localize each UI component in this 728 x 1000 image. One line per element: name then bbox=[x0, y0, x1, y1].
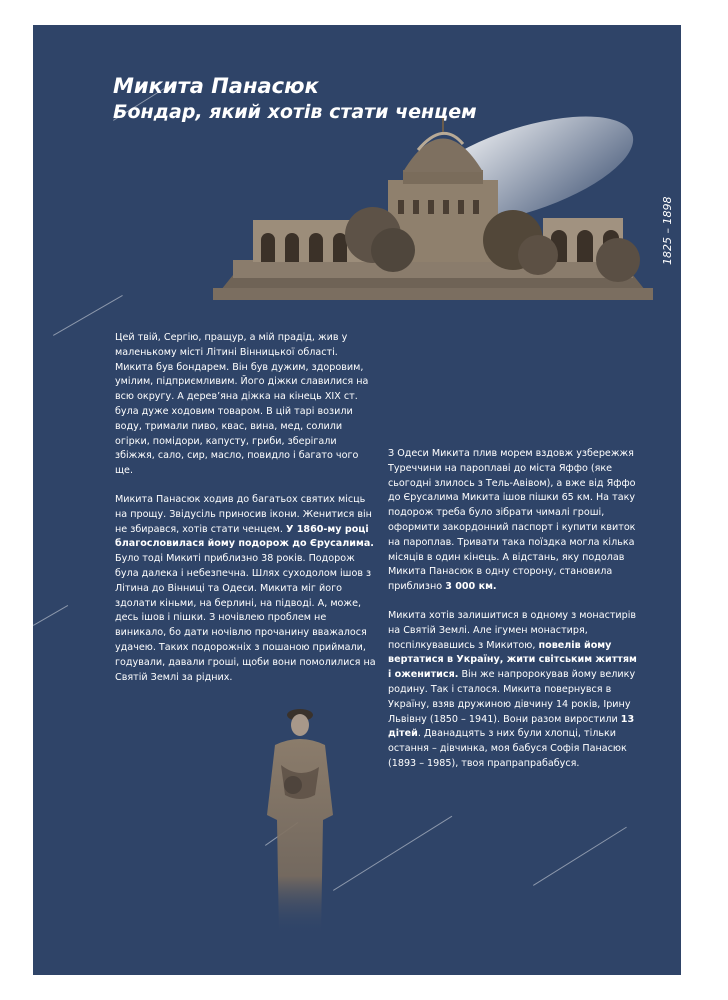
paragraph-text: Він же напророкував йому велику родину. Так і сталося. Микита повернувся в Україну, взяв дружиною дівчину 14 років, Ірину Львівну (1850 – 1941). Вони разом виростили bbox=[388, 669, 636, 725]
paragraph-text: Микита хотів залишитися в одному з монастирів на Святій Землі. Але ігумен монастиря, поспілкувавшись з Микитою, bbox=[388, 609, 637, 651]
paragraph-text: Цей твій, Сергію, пращур, а мій прадід, жив у маленькому місті Літині Вінницької області. Микита був бондарем. Він був дужим, здоровим, умілим, підприємливим. Його діжки славилися на всю округу. А дерев’яна діжка на кінець ХІХ ст. була дуже ходовим товаром. В цій тарі возили воду, тримали пиво, квас, вина, мед, солили огірки, помідори, капусту, гриби, зберігали збіжжя, сало, сир, масло, повидло і багато чого ще. bbox=[115, 332, 369, 477]
page-title: Микита Панасюк bbox=[113, 74, 319, 98]
light-streak bbox=[333, 816, 452, 891]
dome-of-the-rock-illustration bbox=[213, 110, 653, 325]
paragraph-text: З Одеси Микита плив морем вздовж узбережжя Туреччини на пароплаві до міста Яффо (яке сьогодні злилось з Тель-Авівом), а вже від Яффо до Єрусалима Микита ішов пішки 65 км. На таку подорож треба було зібрати чималі гроші, оформити закордонний паспорт і купити квиток на пароплав. Тривати така поїздка могла кілька місяців в один кінець. А відстань, яку подолав Микита Панасюк в одну сторону, становила приблизно bbox=[388, 448, 636, 593]
paragraph-highlight: У 1860-му році благословилася йому подорож до Єрусалима. bbox=[115, 523, 374, 550]
paragraph bbox=[388, 609, 638, 772]
paragraph-text: . Дванадцять з них були хлопці, тільки остання – дівчинка, моя бабуся Софія Панасюк (1893 – 1985), твоя прапрапрабабуся. bbox=[388, 728, 627, 769]
paragraph-highlight: 13 дітей bbox=[388, 713, 635, 740]
paragraph-highlight: повелів йому вертатися в Україну, жити світським життям і оженитися. bbox=[388, 639, 637, 681]
paragraph bbox=[115, 493, 377, 685]
left-text-column bbox=[115, 331, 377, 699]
paragraph-text: Було тоді Микиті приблизно 38 років. Подорож була далека і небезпечна. Шлях суходолом ішов з Літина до Вінниці та Одеси. Микита міг його здолати кіньми, на берлині, на підводі. А, може, десь ішов і пішки. З ночівлею проблем не виникало, бо дати ночівлю прочанину вважалося удачею. Таких подорожніх з пошаною приймали, годували, давали гроші, щоби вони помолилися на Святій Землі за рідних. bbox=[115, 553, 376, 683]
right-text-column bbox=[388, 447, 638, 786]
life-years: 1825 – 1898 bbox=[661, 196, 674, 265]
portrait-photo bbox=[253, 705, 343, 935]
paragraph-highlight: 3 000 км. bbox=[445, 581, 497, 593]
paragraph-text: Микита Панасюк ходив до багатьох святих місць на прощу. Звідусіль приносив ікони. Женитися він не збирався, хотів стати ченцем. bbox=[115, 493, 372, 535]
light-streak bbox=[53, 295, 123, 336]
light-streak bbox=[33, 605, 68, 626]
page-subtitle: Бондар, який хотів стати ченцем bbox=[113, 101, 477, 123]
light-streak bbox=[533, 827, 627, 886]
paragraph bbox=[115, 331, 377, 479]
poster-page bbox=[33, 25, 681, 975]
paragraph bbox=[388, 447, 638, 595]
